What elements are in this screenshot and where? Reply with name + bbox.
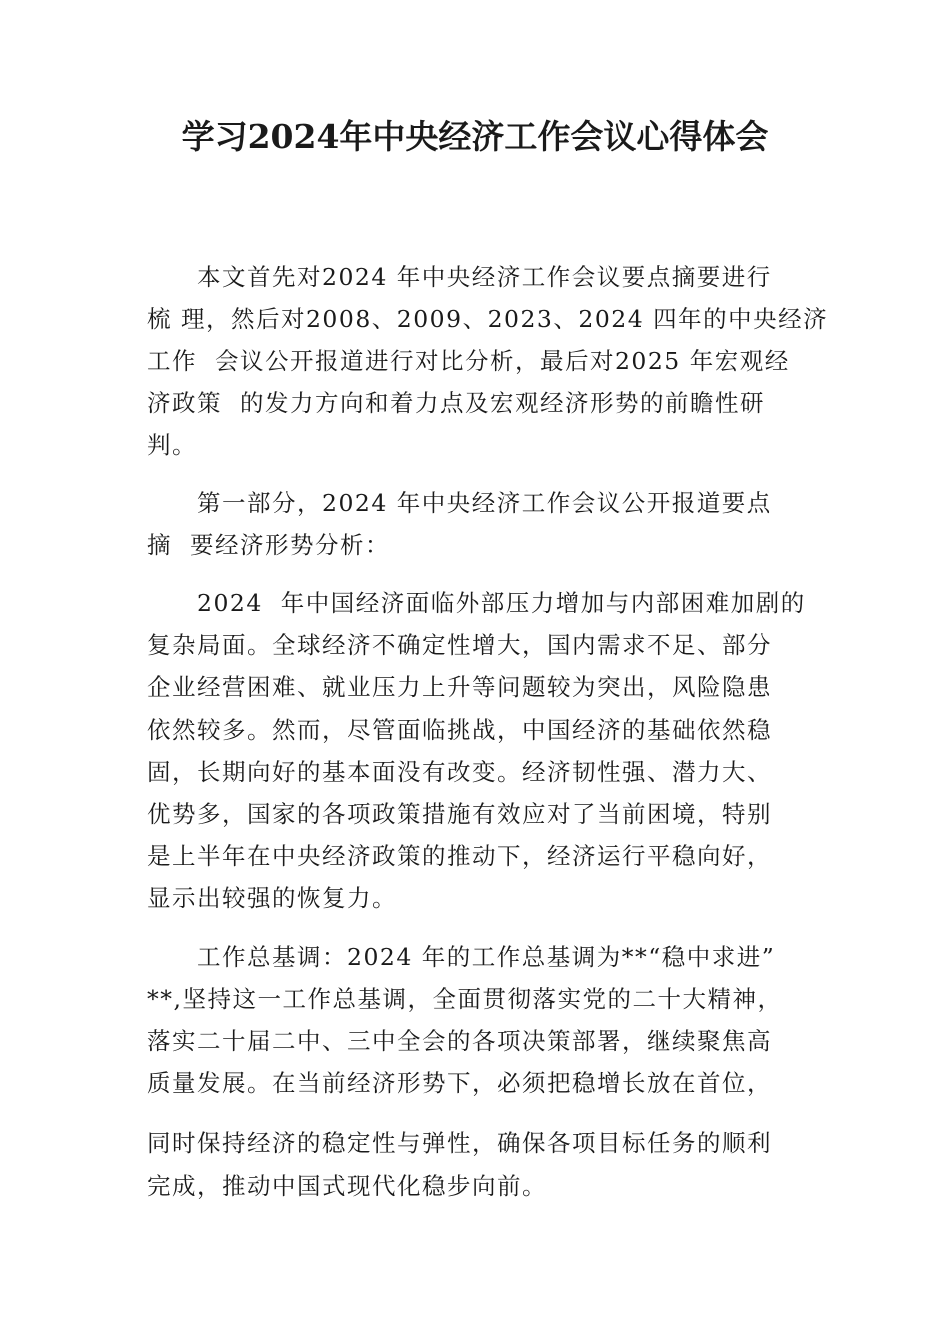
text-line: **,坚持这一工作总基调，全面贯彻落实党的二十大精神， (147, 985, 783, 1013)
text-line: 济政策 的发力方向和着力点及宏观经济形势的前瞻性研 (147, 389, 765, 417)
document-title: 学习2024年中央经济工作会议心得体会 (181, 117, 769, 156)
text-line: 判。 (147, 431, 197, 459)
text-line: 质量发展。在当前经济形势下，必须把稳增长放在首位， (147, 1069, 772, 1097)
text-line: 固，长期向好的基本面没有改变。经济韧性强、潜力大、 (147, 758, 772, 786)
text-line: 是上半年在中央经济政策的推动下，经济运行平稳向好， (147, 842, 772, 870)
text-line: 工作总基调：2024 年的工作总基调为**“稳中求进” (147, 943, 776, 971)
text-line: 企业经营困难、就业压力上升等问题较为突出，风险隐患 (147, 673, 772, 701)
text-line: 落实二十届二中、三中全会的各项决策部署，继续聚焦高 (147, 1027, 772, 1055)
text-line: 本文首先对2024 年中央经济工作会议要点摘要进行 (147, 263, 772, 291)
text-line: 第一部分，2024 年中央经济工作会议公开报道要点 (147, 489, 772, 517)
text-line: 摘 要经济形势分析： (147, 531, 390, 559)
text-line: 显示出较强的恢复力。 (147, 884, 397, 912)
text-line: 优势多，国家的各项政策措施有效应对了当前困境，特别 (147, 800, 772, 828)
text-line: 依然较多。然而，尽管面临挑战，中国经济的基础依然稳 (147, 716, 772, 744)
text-line: 梳 理，然后对2008、2009、2023、2024 四年的中央经济 (147, 305, 829, 333)
text-line: 工作 会议公开报道进行对比分析，最后对2025 年宏观经 (147, 347, 790, 375)
text-line: 2024 年中国经济面临外部压力增加与内部困难加剧的 (147, 589, 806, 617)
text-line: 同时保持经济的稳定性与弹性，确保各项目标任务的顺利 (147, 1129, 772, 1157)
text-line: 复杂局面。全球经济不确定性增大，国内需求不足、部分 (147, 631, 772, 659)
text-line: 完成，推动中国式现代化稳步向前。 (147, 1172, 547, 1200)
